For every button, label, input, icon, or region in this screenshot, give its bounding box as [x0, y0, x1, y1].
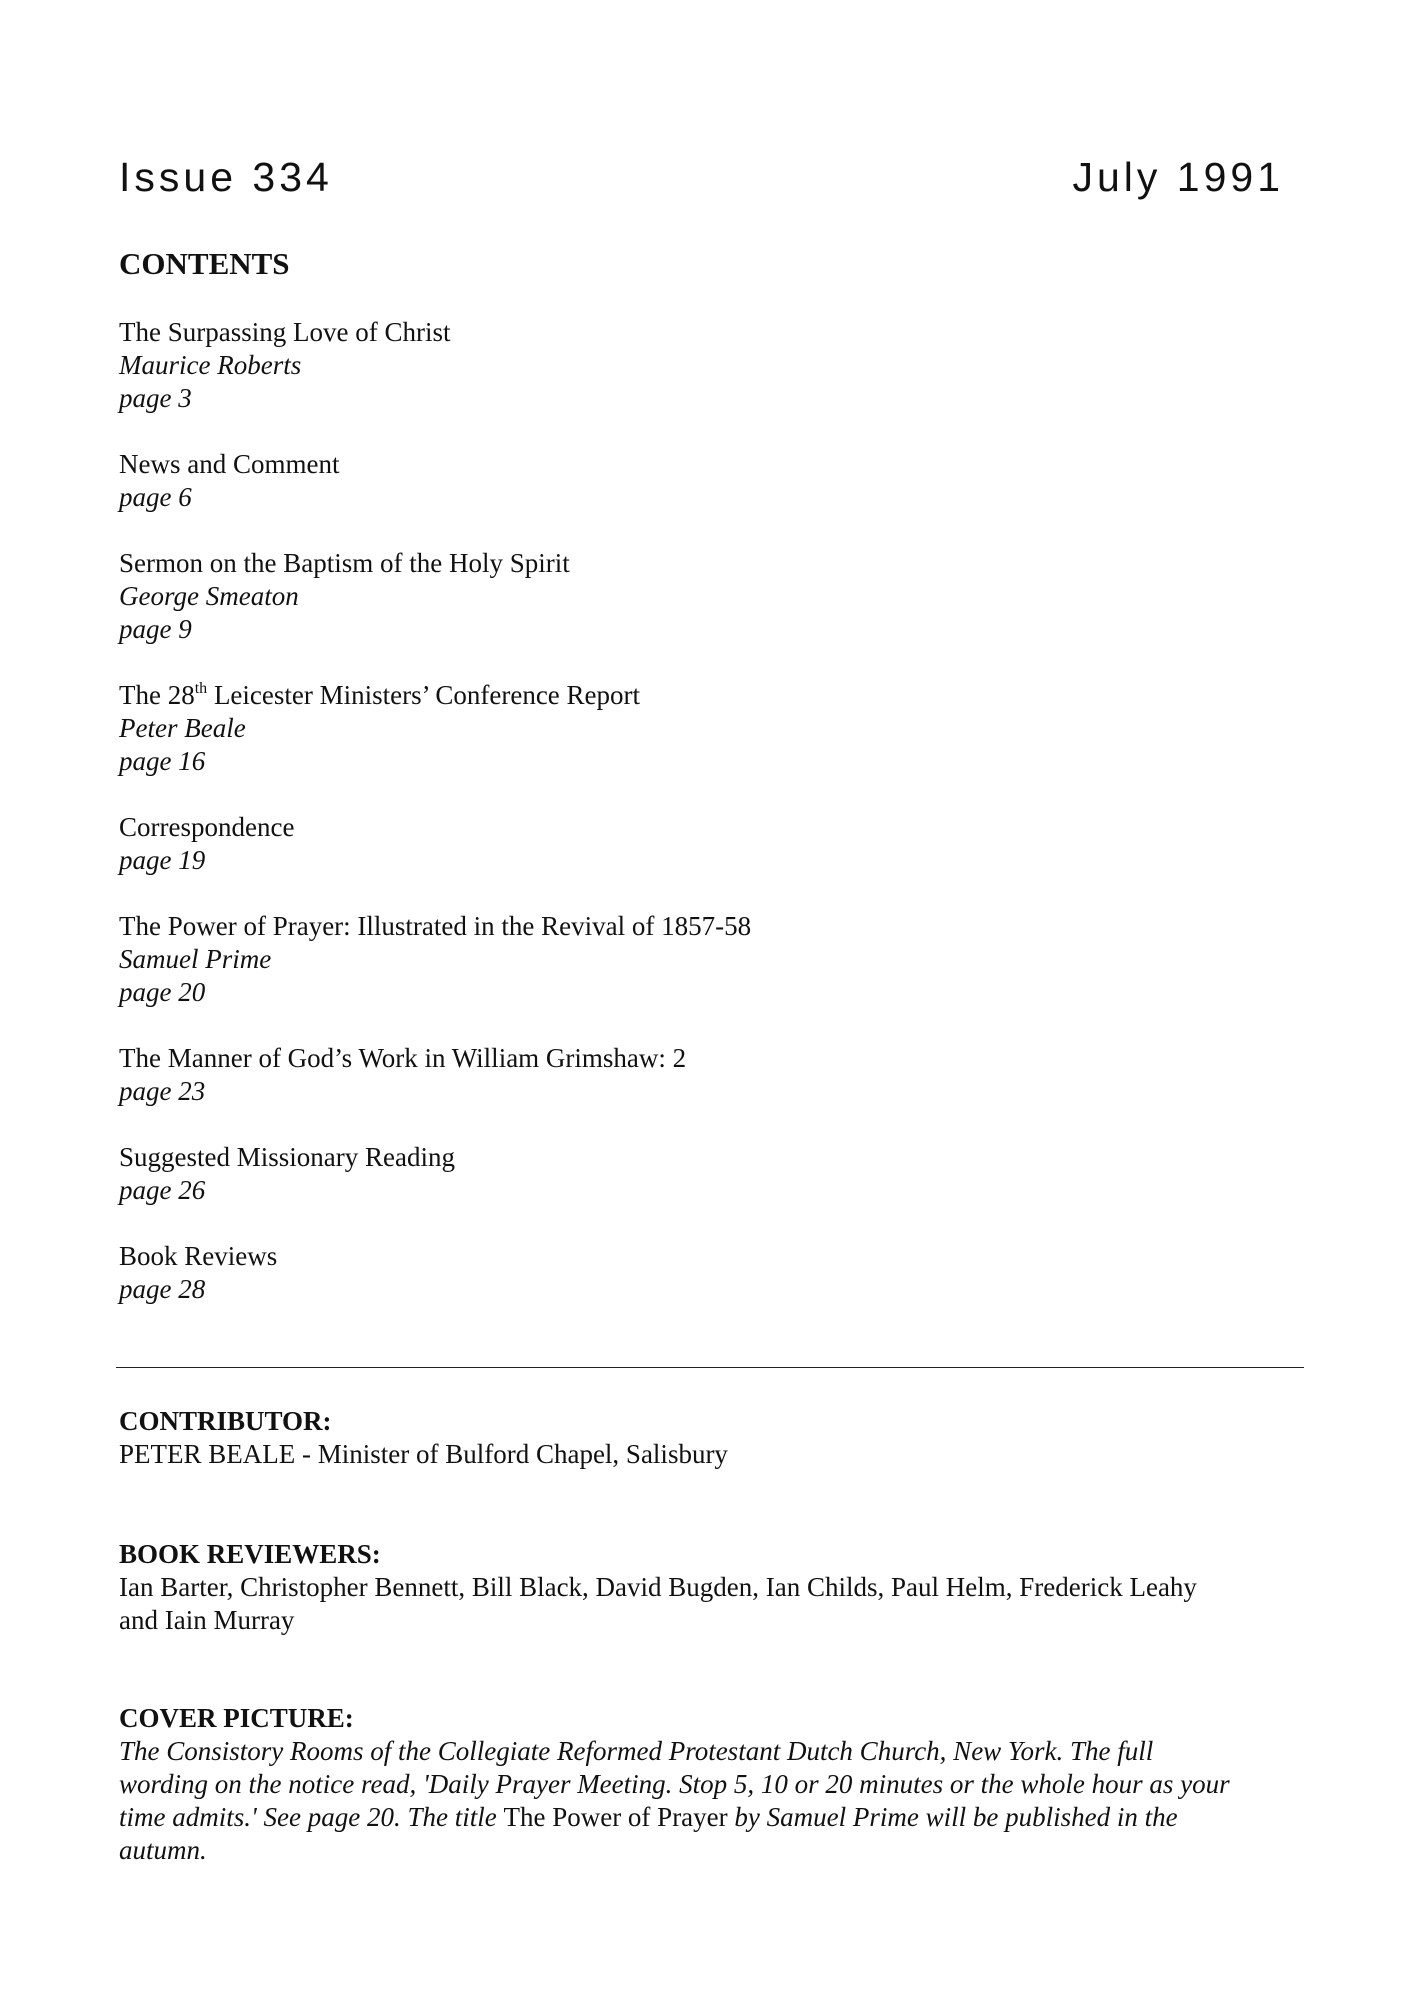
toc-entry	[119, 811, 1269, 877]
toc-entry-page: page 20	[119, 977, 206, 1007]
cover-picture-line: The Consistory Rooms of the Collegiate Reformed Protestant Dutch Church, New York. The full	[119, 1736, 1154, 1766]
toc-entry-page: page 28	[119, 1274, 206, 1304]
toc-entry	[119, 1240, 1269, 1306]
cover-book-title: The Power of Prayer	[503, 1802, 728, 1832]
toc-entry-title: News and Comment	[119, 449, 340, 479]
toc-entry-page: page 16	[119, 746, 206, 776]
toc-entry-author: Samuel Prime	[119, 944, 272, 974]
toc-entry-page: page 23	[119, 1076, 206, 1106]
toc-entry-title: Suggested Missionary Reading	[119, 1142, 455, 1172]
toc-entry	[119, 547, 1269, 646]
toc-entry-page: page 9	[119, 614, 192, 644]
toc-entry-page: page 6	[119, 482, 192, 512]
toc-entry-title: The Surpassing Love of Christ	[119, 317, 451, 347]
table-of-contents	[119, 316, 1269, 1339]
cover-picture-label: COVER PICTURE:	[119, 1703, 354, 1733]
toc-entry-author: Peter Beale	[119, 713, 246, 743]
cover-picture-line: autumn.	[119, 1835, 207, 1865]
contents-heading: CONTENTS	[119, 246, 290, 281]
toc-entry	[119, 910, 1269, 1009]
cover-picture-line: wording on the notice read, 'Daily Prayer Meeting. Stop 5, 10 or 20 minutes or the whole hour as your	[119, 1769, 1230, 1799]
toc-entry	[119, 448, 1269, 514]
issue-date: July 1991	[1072, 154, 1284, 200]
toc-entry-title: Book Reviews	[119, 1241, 278, 1271]
cover-text-part: by Samuel Prime will be published in the	[727, 1802, 1178, 1832]
contributor-text: PETER BEALE - Minister of Bulford Chapel, Salisbury	[119, 1439, 728, 1469]
issue-number: Issue 334	[119, 154, 333, 200]
book-reviewers-label: BOOK REVIEWERS:	[119, 1539, 381, 1569]
toc-entry	[119, 679, 1269, 778]
cover-picture-line	[119, 1801, 1309, 1834]
toc-entry-page: page 19	[119, 845, 206, 875]
toc-entry-page: page 3	[119, 383, 192, 413]
book-reviewers-section	[119, 1538, 1309, 1637]
toc-entry	[119, 1042, 1269, 1108]
toc-entry-author: George Smeaton	[119, 581, 299, 611]
toc-entry-title: The Power of Prayer: Illustrated in the Revival of 1857-58	[119, 911, 752, 941]
ordinal-suffix: th	[194, 680, 208, 697]
cover-picture-section	[119, 1702, 1309, 1867]
toc-title-part: Leicester Ministers’ Conference Report	[207, 680, 641, 710]
contributor-label: CONTRIBUTOR:	[119, 1406, 332, 1436]
section-divider	[116, 1367, 1304, 1368]
toc-entry-title: The Manner of God’s Work in William Grimshaw: 2	[119, 1043, 687, 1073]
toc-entry	[119, 316, 1269, 415]
cover-text-part: time admits.' See page 20. The title	[119, 1802, 504, 1832]
toc-entry-author: Maurice Roberts	[119, 350, 302, 380]
book-reviewers-line: and Iain Murray	[119, 1605, 295, 1635]
toc-entry	[119, 1141, 1269, 1207]
toc-title-part: The 28	[119, 680, 195, 710]
book-reviewers-line: Ian Barter, Christopher Bennett, Bill Black, David Bugden, Ian Childs, Paul Helm, Frederick Leahy	[119, 1572, 1197, 1602]
toc-entry-page: page 26	[119, 1175, 206, 1205]
toc-entry-title: Sermon on the Baptism of the Holy Spirit	[119, 548, 570, 578]
toc-entry-title: Correspondence	[119, 812, 295, 842]
toc-entry-title	[119, 679, 1269, 712]
contributor-section	[119, 1405, 1309, 1471]
